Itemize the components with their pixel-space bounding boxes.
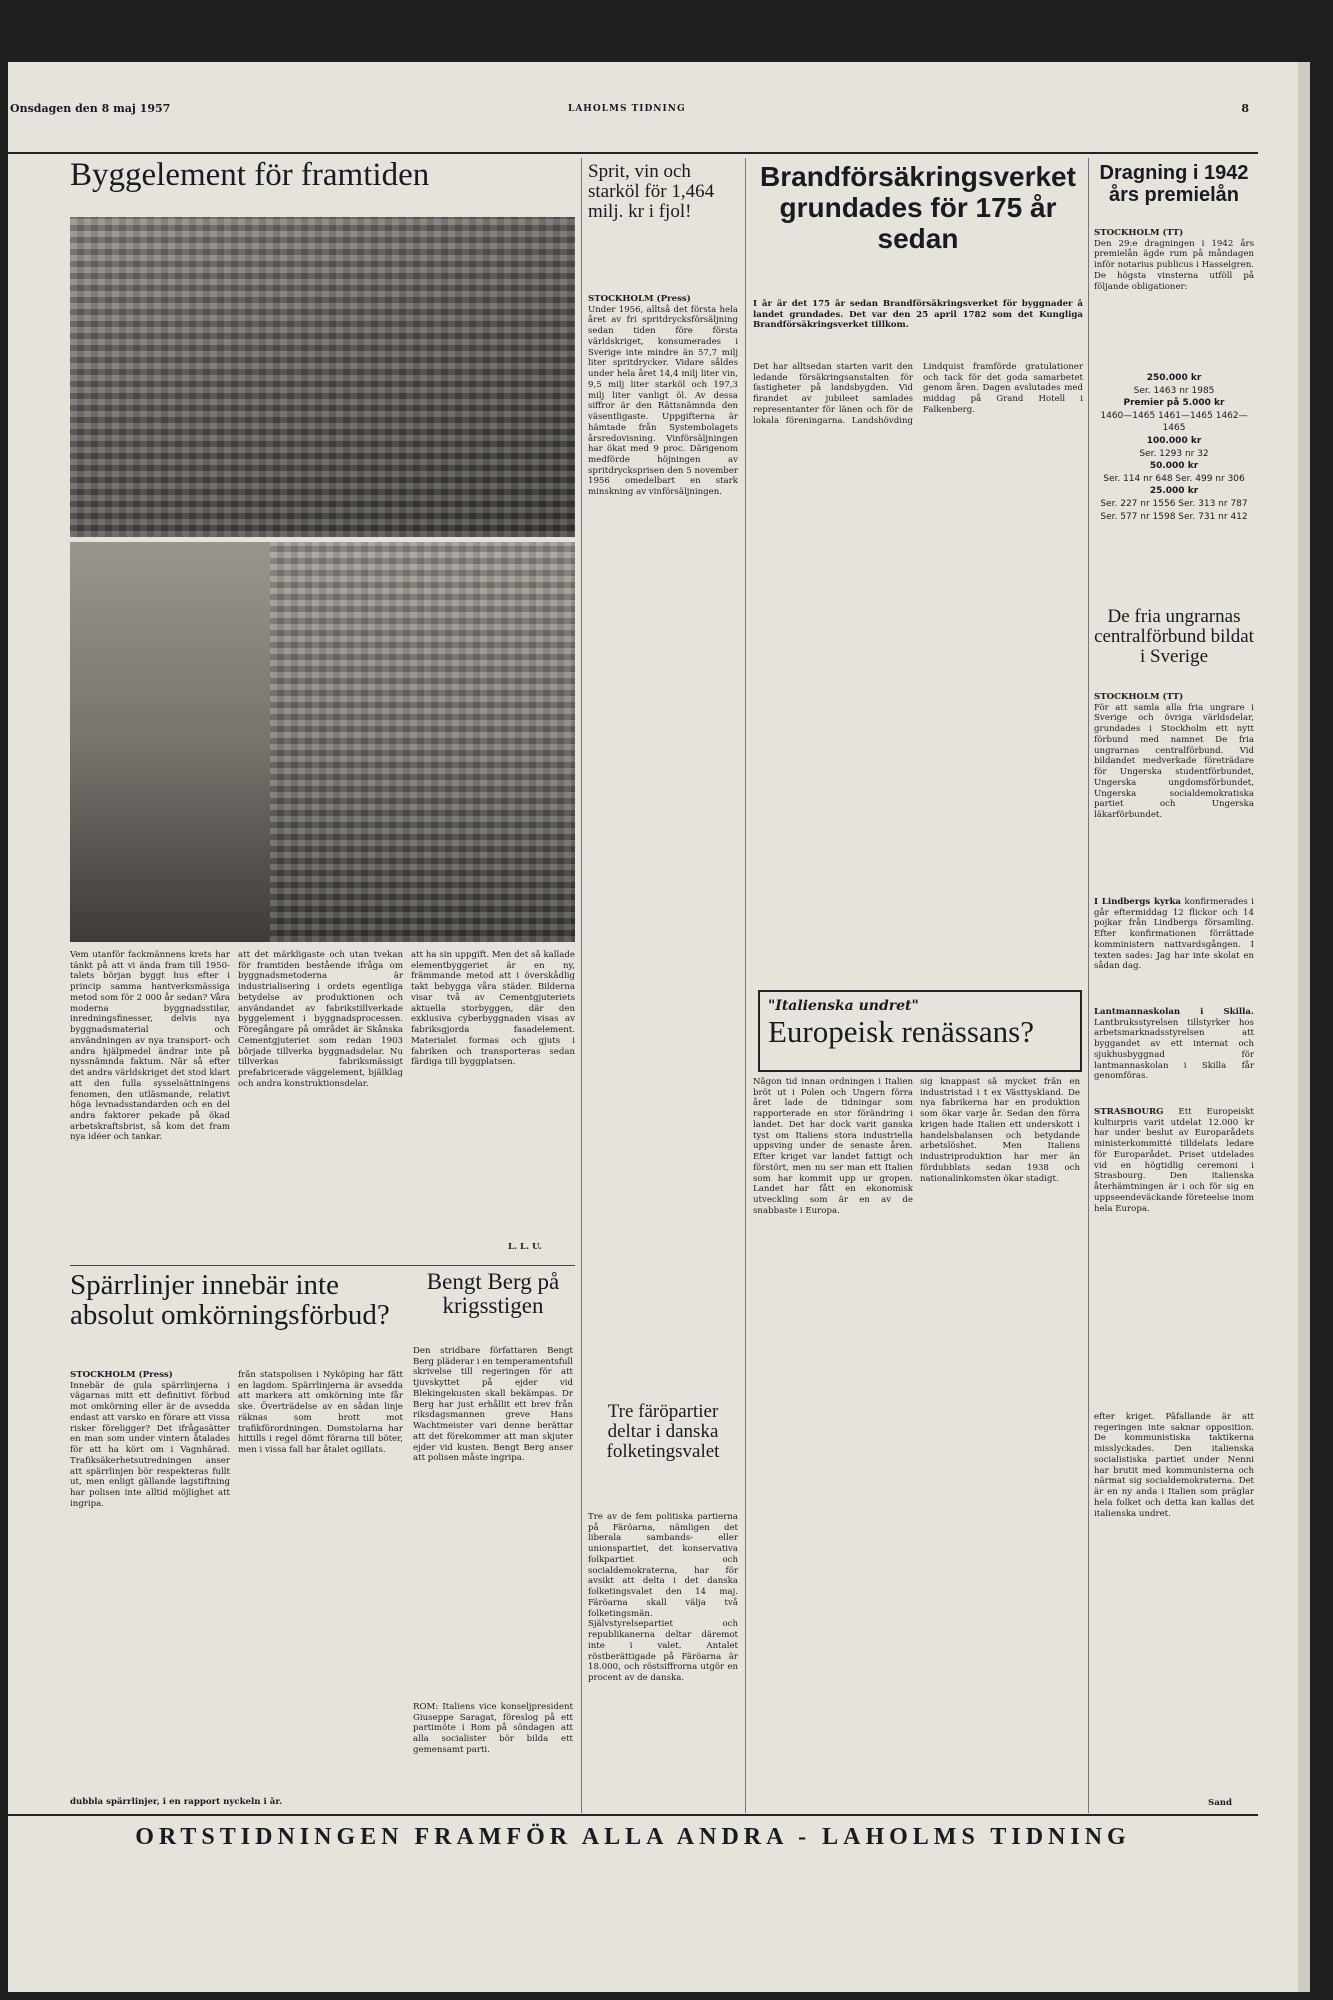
italy-headline: Europeisk renässans?: [768, 1014, 1034, 1049]
spirit-body: Under 1956, alltså det första hela året av fri spritdrycksförsäljning sedan tiden före första världskriget, konsumerades i Sverige inte mindre än 57,7 milj liter spritdrycker. Vidare såldes under hela året 14,4 milj liter vin, 9,5 milj liter starköl och 197,3 milj liter vanligt öl. Av dessa siffror är den Rättsnämnda den väsentligaste. Uppgifterna är hämtade från Systembolagets årsredovisning. Vinförsäljningen har ökat med 9 proc. Därigenom medförde höjningen av spritdrycksprisen den 5 november 1956 omedelbart en stark minskning av vinförsäljningen.: [588, 304, 738, 498]
lanes-footer: dubbla spärrlinjer, i en rapport nyckeln i år.: [70, 1797, 283, 1807]
spirit-headline: Sprit, vin och starköl för 1,464 milj. kr i fjol!: [588, 162, 715, 222]
column-rule: [745, 158, 746, 1813]
building-caption-col2: att det märkligaste och utan tvekan för framtiden bestående ifråga om byggnadsmetoderna är industrialisering i ordets egentliga betydelse av produktionen och användandet av fabrikstillverkade byggelement i byggnadsprocessen. Föregångare på området är Skånska Cementgjuteriet som redan 1903 började tillverka byggnadsdelar. Nu tillverkas fabriksmässigt prefabricerade väggelement, bjälklag och andra konstruktionsdelar.: [238, 950, 403, 1089]
unions-body: För att samla alla fria ungrare i Sverige och övriga världsdelar, grundades i Stockholm ett nytt förbund med namnet De fria ungrarnas centralförbund. Vid bildandet medverkade företrädare för Ungerska studentförbundet, Ungerska ungdomsförbundet, Ungerska socialdemokratiska partiet och Ungerska läkarförbundet.: [1094, 702, 1254, 821]
building-headline: Byggelement för framtiden: [70, 158, 430, 193]
page-number: 8: [1241, 102, 1249, 115]
prize-row: 100.000 kr Ser. 1293 nr 32: [1139, 435, 1209, 459]
fire-lead: I år är det 175 år sedan Brandförsäkringsverket för byggnader å landet grundades. Det var den 25 april 1782 som det Kungliga Brandförsäkringsverket tillkom.: [753, 299, 1083, 331]
lottery-headline-block: [1094, 162, 1254, 222]
lottery-body: Den 29:e dragningen i 1942 års premielån ägde rum på måndagen inför notarius publicus i Hasselgren. De högsta vinsterna utföll på följande obligationer:: [1094, 238, 1254, 292]
lanes-body: Innebär de gula spärrlinjerna i vägarnas mitt ett definitivt förbud mot omkörning eller är de avsedda endast att varsko en förare att vissa risker föreligger? Det ifrågasätter en man som under vintern åtalades för att ha kört om i Vagnhärad. Trafiksäkerhetsutredningen anser att spärrlinjen bör respekteras fullt ut, men enligt gällande lagstiftning har polisen inte alltid möjlighet att ingripa.: [70, 1380, 230, 1509]
prize-row: 25.000 kr Ser. 227 nr 1556 Ser. 313 nr 787 Ser. 577 nr 1598 Ser. 731 nr 412: [1100, 486, 1248, 522]
strasbourg-signature: Sand: [1208, 1798, 1233, 1808]
masthead: LAHOLMS TIDNING: [568, 104, 686, 114]
lanes-text2: från statspolisen i Nyköping har fått en lagdom. Spärrlinjerna är avsedda att markera att omkörning inte får ske. Överträdelse av en sådan linje räknas som brott mot trafikförordningen. Domstolarna har hittills i regel dömt förarna till böter, men i vissa fall har åtalet ogillats.: [238, 1370, 403, 1456]
church-headline: I Lindbergs kyrka: [1094, 897, 1181, 907]
page-edge: [1298, 62, 1310, 1992]
fire-text: Det har alltsedan starten varit den ledande försäkringsanstalten för fastigheter på landsbygden. Vid firandet av jubileet samlades representanter för länen och för de lokala föreningarna. Landshövding Lindquist framförde gratulationer och tack för det goda samarbetet genom åren. Dagen avslutades med middag på Grand Hotell i Falkenberg.: [753, 362, 1083, 426]
divider: [70, 1265, 575, 1266]
danish-headline: Tre färöpartier deltar i danska folketingsvalet: [606, 1402, 720, 1462]
unions-text: [1094, 692, 1254, 892]
lottery-prize-list: [1094, 372, 1254, 602]
school-headline: Lantmannaskolan i Skilla.: [1094, 1007, 1254, 1017]
prize-row: 50.000 kr Ser. 114 nr 648 Ser. 499 nr 306: [1103, 461, 1245, 484]
strasbourg-text: [1094, 1107, 1254, 1407]
italy-text: Någon tid innan ordningen i Italien bröt ut i Polen och Ungern förra året lade de tidningar som rapporterade en stor förändring i landet. Det har dock varit ganska tyst om Italiens stora industriella uppsving under de senaste åren. Efter kriget var landet fattigt och förstört, men nu ser man ett Italien som har kommit upp ur gropen. Landet har fått en ekonomisk utveckling som är en av de snabbaste i Europa.: [753, 1077, 913, 1216]
strasbourg-headline: STRASBOURG: [1094, 1107, 1164, 1117]
newspaper-page: [8, 62, 1310, 1992]
danish-headline-block: [588, 1402, 738, 1507]
footer-slogan: ORTSTIDNINGEN FRAMFÖR ALLA ANDRA - LAHOLMS TIDNING: [135, 1824, 1131, 1850]
column-rule: [581, 158, 582, 1813]
church-body: konfirmerades i går eftermiddag 12 flickor och 14 pojkar från Lindbergs församling. Efter konfirmationen förrättade komministern nattvardsgången. I texten sades: Jag har inte skolat en sådan dag.: [1094, 897, 1254, 972]
office-building-photo: [70, 217, 575, 537]
fire-headline-block: [753, 162, 1083, 292]
lottery-dateline: STOCKHOLM (TT): [1094, 228, 1184, 238]
lottery-text: [1094, 228, 1254, 368]
lanes-dateline: STOCKHOLM (Press): [70, 1370, 173, 1380]
church-text: [1094, 897, 1254, 1002]
fire-headline: Brandförsäkringsverket grundades för 175 år sedan: [760, 162, 1076, 254]
lanes-text: [70, 1370, 230, 1810]
spirit-dateline: STOCKHOLM (Press): [588, 294, 691, 304]
building-signature: L. L. U.: [508, 1242, 542, 1252]
berg-text: Den stridbare författaren Bengt Berg pläderar i en temperamentsfull skrivelse till regeringen för att tjuvskyttet på ejder vid Blekingekusten skall bekämpas. Dr Berg har just erhållit ett brev från riksdagsmannen greve Hans Wachtmeister vari denne berättar att det förekommer att man skjuter ejder vid kusten. Bengt Berg anser att polisen måste ingripa.: [413, 1346, 573, 1464]
prize-row: 250.000 kr Ser. 1463 nr 1985: [1133, 373, 1215, 396]
strasbourg-body: Ett Europeiskt kulturpris varit utdelat 12.000 kr har under beslut av Europarådets ministerkommitté tilldelats ledare för Europarådet. Priset utdelades vid en högtidlig ceremoni i Strasbourg. Den italienska återhämtningen är i och för sig en uppseendeväckande företeelse inom hela Europa.: [1094, 1107, 1254, 1214]
berg-headline: Bengt Berg på krigsstigen: [426, 1270, 560, 1319]
school-text: [1094, 1007, 1254, 1102]
danish-text: Tre av de fem politiska partierna på Färöarna, nämligen det liberala sambands- eller unionspartiet, det konservativa folkpartiet och socialdemokraterna, har för avsikt att delta i det danska folketingsvalet den 14 maj. Färöarna skall välja två folketingsmän. Självstyrelsepartiet och republikanerna deltar däremot inte i valet. Antalet röstberättigade på Färöarna är 18.000, och röstsiffrorna utgör en procent av de danska.: [588, 1512, 738, 1684]
lottery-headline: Dragning i 1942 års premielån: [1099, 162, 1249, 206]
page-header: [8, 102, 1263, 124]
school-body: Lantbruksstyrelsen tillstyrker hos arbetsmarknadsstyrelsen att byggandet av ett internat och sjukhusbyggnad för lantmannaskolan i Skilla får genomföras.: [1094, 1017, 1254, 1082]
spirit-text: [588, 294, 738, 1394]
unions-headline: De fria ungrarnas centralförbund bildat i Sverige: [1094, 607, 1254, 667]
berg-subnote: ROM: Italiens vice konseljpresident Giuseppe Saragat, föreslog på ett partimöte i Rom på söndagen att alla socialister bör bilda ett gemensamt parti.: [413, 1702, 573, 1755]
lanes-headline-block: [70, 1270, 405, 1362]
column-rule: [1088, 158, 1089, 1813]
italy-text2: sig knappast så mycket från en industristad i t ex Västtyskland. De nya fabrikerna har en produktion som ökar varje år. Sedan den förra krigen hade Italien ett underskott i handelsbalansen och betydande arbetslöshet. Men Italiens industriproduktion har mer än fördubblats sedan 1938 och nationalinkomsten ökar stadigt.: [920, 1077, 1080, 1184]
spirit-headline-block: [588, 162, 738, 290]
building-caption-col3: att ha sin uppgift. Men det så kallade elementbyggeriet är en ny, främmande metod att i överskådlig takt bebygga våra städer. Bilderna visar två av Cementgjuteriets aktuella storbyggen, där den exklusiva cyberbyggnaden visas av fabriksgjorda fasadelement. Materialet formas och gjuts i fabriken och transporteras sedan färdiga till byggplatsen.: [411, 950, 575, 1068]
italy-text3: efter kriget. Påfallande är att regeringen inte saknar opposition. De kommunistiska taktikerna misslyckades. Den italienska socialistiska partiet under Nenni har brutit med kommunisterna och närmat sig socialdemokraterna. Det är en ny anda i Italien som präglar hela folket och detta kan kallas det italienska undret.: [1094, 1412, 1254, 1519]
header-rule: [8, 152, 1258, 154]
unions-dateline: STOCKHOLM (TT): [1094, 692, 1184, 702]
issue-date: Onsdagen den 8 maj 1957: [10, 102, 171, 115]
berg-headline-block: [413, 1270, 573, 1338]
scaffolded-tower-photo: [70, 542, 575, 942]
italy-kicker: "Italienska undret": [768, 998, 919, 1014]
unions-headline-block: [1094, 607, 1254, 689]
building-caption-col1: Vem utanför fackmännens krets har tänkt på att vi ända fram till 1950-talets början byggt hus efter i princip samma hantverksmässiga metod som för 2 000 år sedan? Våra moderna byggnadsstilar, inredningsfinesser, delvis nya byggnadsmaterial och användningen av nya transport- och andra hjälpmedel ändrar inte på nyssnämnda faktum. När så efter det andra världskriget det stod klart att den fulla sysselsättningens fenomen, den utläsmande, relativt höga levnadsstandarden och en del andra faktorer pekade på ökad arbetskraftsbrist, så kom det fram nya idéer och tankar.: [70, 950, 230, 1143]
italy-headline-box: [758, 990, 1082, 1072]
lanes-headline: Spärrlinjer innebär inte absolut omkörningsförbud?: [70, 1270, 390, 1332]
footer-rule: [8, 1814, 1258, 1816]
prize-row: Premier på 5.000 kr 1460—1465 1461—1465 1462—1465: [1100, 398, 1248, 434]
